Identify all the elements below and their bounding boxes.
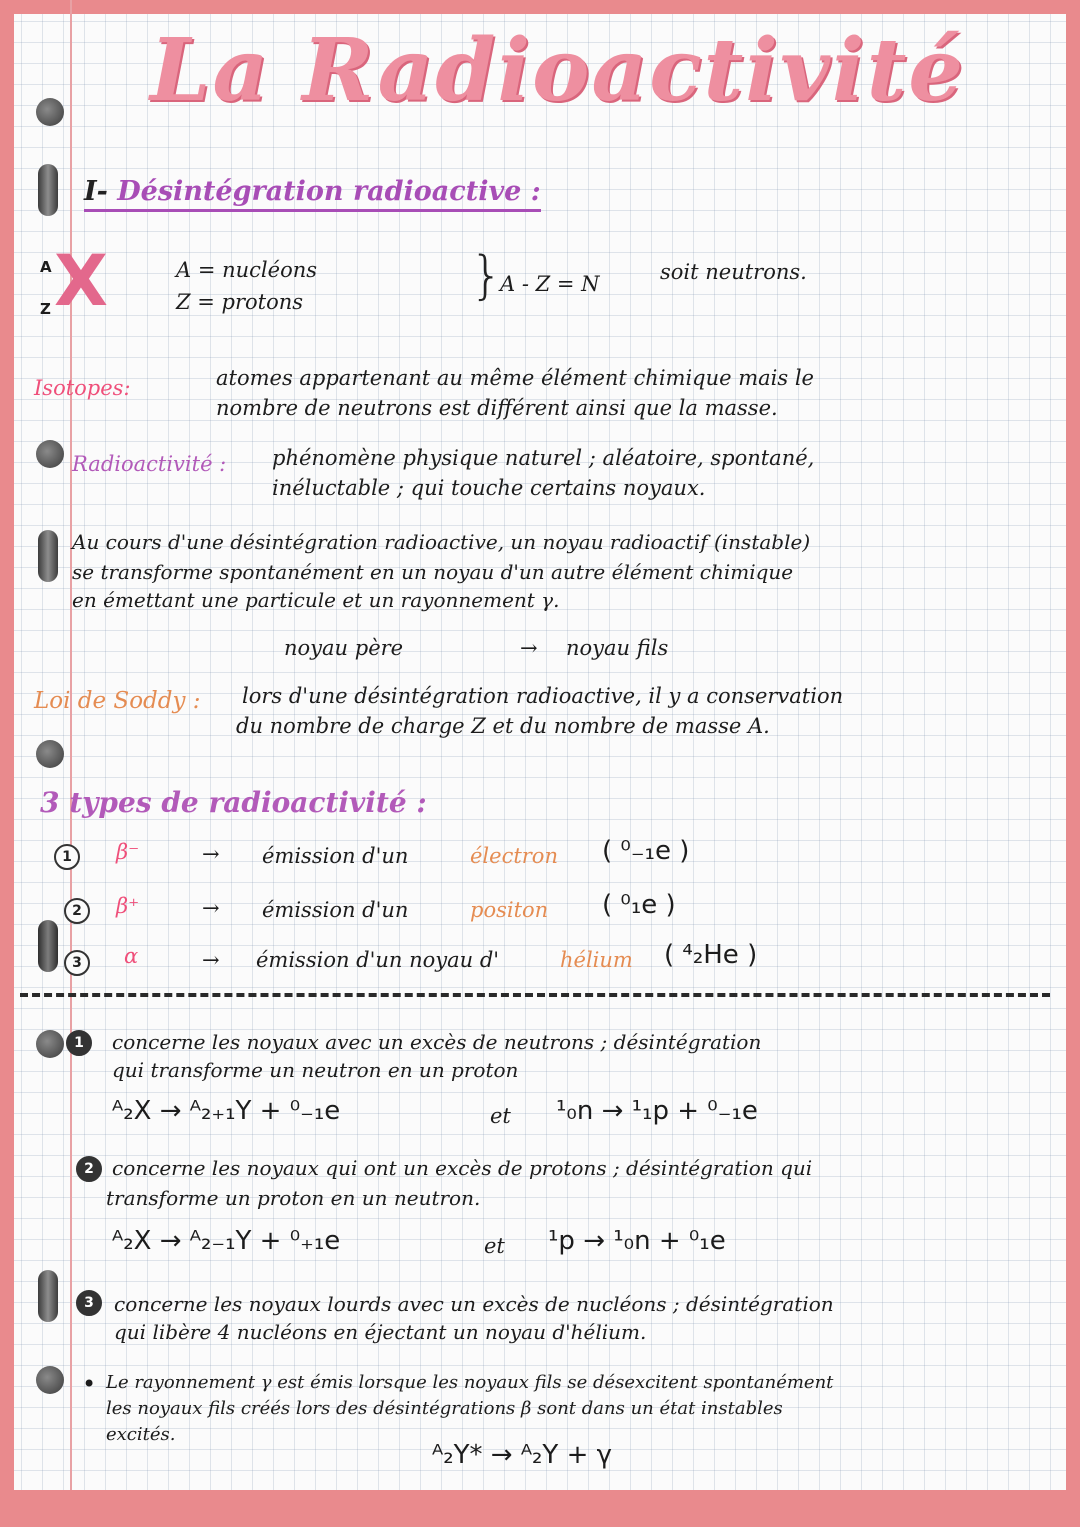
soddy-term: Loi de Soddy :	[34, 688, 201, 714]
type1-text: émission d'un	[262, 844, 409, 868]
detail1-line2: qui transforme un neutron en un proton	[112, 1058, 519, 1082]
arrow-icon: →	[202, 842, 220, 866]
detail-number-3: 3	[76, 1290, 102, 1316]
radioactivite-definition-line2: inéluctable ; qui touche certains noyaux.	[272, 476, 706, 500]
alpha-symbol: α	[124, 944, 139, 968]
protons-definition: Z = protons	[176, 290, 304, 314]
type1-particle: électron	[470, 844, 558, 868]
binder-slot-icon	[38, 1270, 58, 1322]
soddy-law-line1: lors d'une désintégration radioactive, il y a conservation	[242, 684, 844, 708]
section-label: Désintégration radioactive :	[117, 176, 541, 207]
isotopes-term: Isotopes:	[34, 376, 131, 400]
section-number: I-	[84, 176, 108, 207]
section-divider	[20, 993, 1050, 997]
margin-line	[70, 0, 72, 1490]
item-number-3: 3	[64, 950, 90, 976]
item-number-2: 2	[64, 898, 90, 924]
radioactivite-term: Radioactivité :	[72, 452, 227, 476]
charge-number-subscript: Z	[40, 300, 51, 318]
detail2-line2: transforme un proton en un neutron.	[106, 1186, 481, 1210]
arrow-icon: →	[202, 948, 220, 972]
brace-icon: }	[470, 246, 504, 306]
type3-text: émission d'un noyau d'	[256, 948, 500, 972]
neutron-relation-note: soit neutrons.	[660, 260, 807, 284]
soddy-law-line2: du nombre de charge Z et du nombre de masse A.	[236, 714, 770, 738]
type2-formula: ( ⁰₁e )	[602, 890, 676, 920]
detail2-line1: concerne les noyaux qui ont un excès de protons ; désintégration qui	[112, 1156, 813, 1180]
type1-formula: ( ⁰₋₁e )	[602, 836, 690, 866]
binder-hole-icon	[36, 740, 64, 768]
type3-particle: hélium	[560, 948, 633, 972]
neutron-relation: A - Z = N	[500, 272, 600, 296]
paper-bottom-edge	[0, 1490, 1080, 1527]
binder-hole-icon	[36, 440, 64, 468]
paper-left-edge	[0, 0, 14, 1527]
binder-slot-icon	[38, 530, 58, 582]
isotopes-definition-line2: nombre de neutrons est différent ainsi que la masse.	[216, 396, 778, 420]
types-heading: 3 types de radioactivité :	[40, 786, 427, 819]
detail1-line1: concerne les noyaux avec un excès de neutrons ; désintégration	[112, 1030, 762, 1054]
binder-hole-icon	[36, 1030, 64, 1058]
gamma-bullet: •	[82, 1370, 97, 1398]
detail1-et: et	[490, 1104, 511, 1128]
detail2-equation1: ᴬ₂X → ᴬ₂₋₁Y + ⁰₊₁e	[112, 1226, 341, 1256]
binder-slot-icon	[38, 164, 58, 216]
detail2-equation2: ¹p → ¹₀n + ⁰₁e	[548, 1226, 726, 1256]
beta-plus-symbol: β⁺	[116, 894, 140, 918]
noyau-pere: noyau père	[284, 636, 404, 660]
detail-number-1: 1	[66, 1030, 92, 1056]
detail2-et: et	[484, 1234, 505, 1258]
mass-number-superscript: A	[40, 258, 52, 276]
desintegration-line1: Au cours d'une désintégration radioactive, un noyau radioactif (instable)	[72, 530, 811, 554]
binder-hole-icon	[36, 98, 64, 126]
gamma-line1: Le rayonnement γ est émis lorsque les noyaux fils se désexcitent spontanément	[106, 1372, 834, 1393]
desintegration-line2: se transforme spontanément en un noyau d'un autre élément chimique	[72, 560, 794, 584]
type2-text: émission d'un	[262, 898, 409, 922]
radioactivite-definition-line1: phénomène physique naturel ; aléatoire, spontané,	[272, 446, 815, 470]
detail1-equation2: ¹₀n → ¹₁p + ⁰₋₁e	[556, 1096, 758, 1126]
arrow-icon: →	[202, 896, 220, 920]
paper-top-edge	[0, 0, 1080, 14]
beta-minus-symbol: β⁻	[116, 840, 140, 864]
detail1-equation1: ᴬ₂X → ᴬ₂₊₁Y + ⁰₋₁e	[112, 1096, 341, 1126]
gamma-line2: les noyaux fils créés lors des désintégrations β sont dans un état instables	[106, 1398, 783, 1419]
section-heading	[84, 176, 541, 212]
arrow-icon: →	[520, 636, 538, 660]
page-title: La Radioactivité	[150, 20, 966, 121]
binder-slot-icon	[38, 920, 58, 972]
desintegration-line3: en émettant une particule et un rayonnement γ.	[72, 588, 560, 612]
type2-particle: positon	[470, 898, 549, 922]
item-number-1: 1	[54, 844, 80, 870]
element-symbol: X	[54, 240, 108, 322]
binder-hole-icon	[36, 1366, 64, 1394]
detail3-line2: qui libère 4 nucléons en éjectant un noyau d'hélium.	[114, 1320, 647, 1344]
type3-formula: ( ⁴₂He )	[664, 940, 758, 970]
gamma-line3: excités.	[106, 1424, 176, 1445]
gamma-equation: ᴬ₂Y* → ᴬ₂Y + γ	[432, 1440, 613, 1470]
nucleons-definition: A = nucléons	[176, 258, 318, 282]
isotopes-definition-line1: atomes appartenant au même élément chimique mais le	[216, 366, 814, 390]
noyau-fils: noyau fils	[566, 636, 669, 660]
detail-number-2: 2	[76, 1156, 102, 1182]
detail3-line1: concerne les noyaux lourds avec un excès de nucléons ; désintégration	[114, 1292, 834, 1316]
paper-right-edge	[1066, 0, 1080, 1527]
